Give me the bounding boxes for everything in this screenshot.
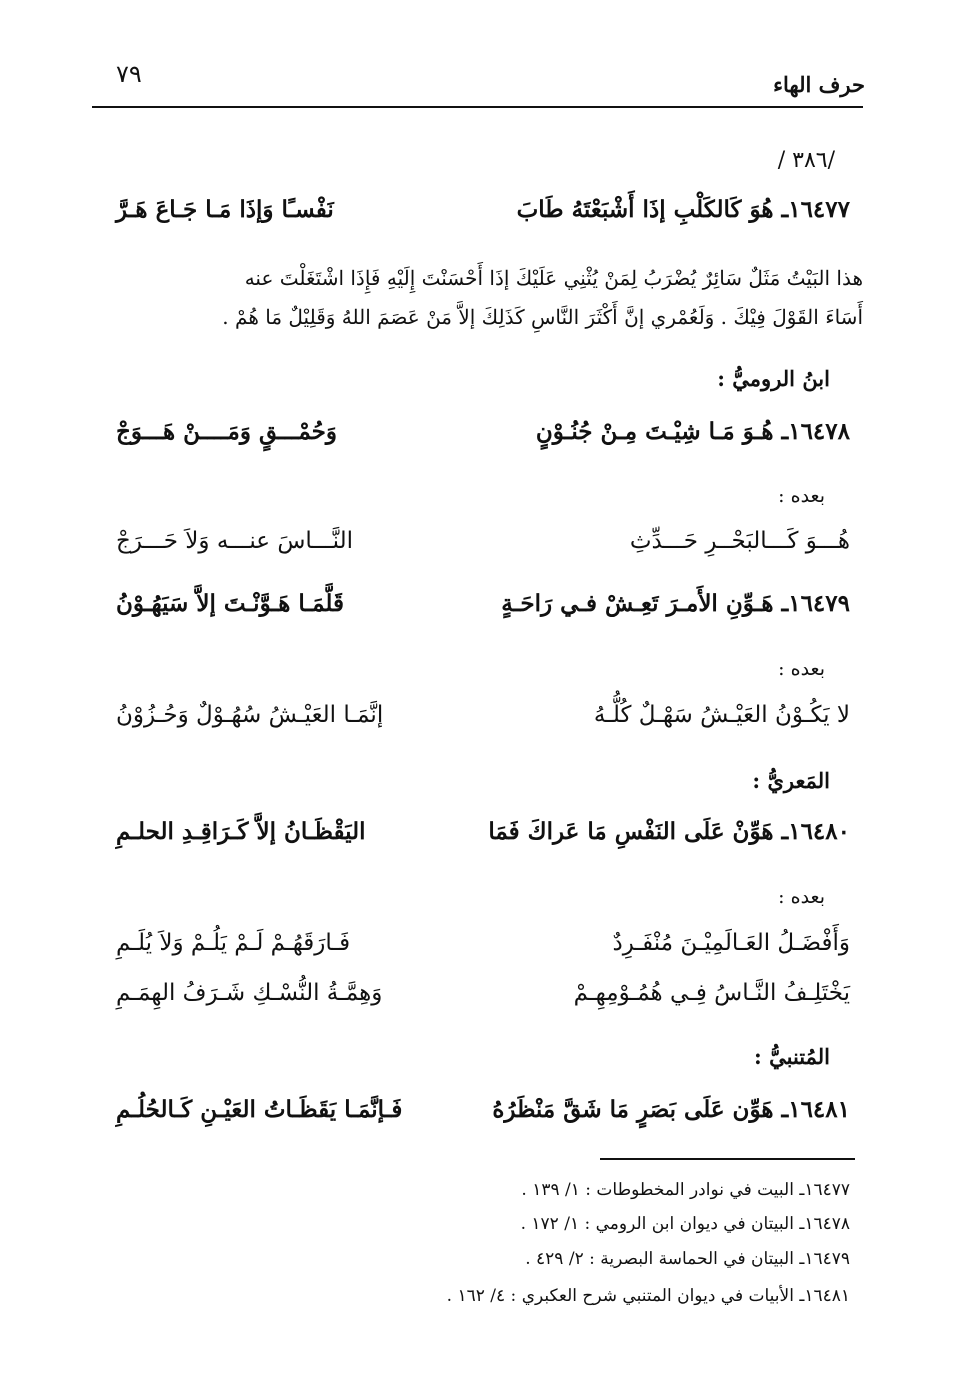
running-header-chapter: حرف الهاء (773, 72, 865, 97)
verse-1679-second-hemistich: قَلَّمَـا هَـوَّنْـتَ إلاَّ سَيَهُـوْنُ (116, 590, 344, 617)
after-label-1: بعده : (778, 485, 825, 507)
commentary-line-2: أَسَاءَ القَوْلَ فِيْكَ . وَلَعُمْري إنَّ أَكْثَرَ النَّاسِ كَذَلِكَ إلاَّ مَنْ عَصَمَ اللهُ وَقَلِيْلٌ مَا هُمْ . (222, 305, 863, 329)
verse-1679-first-hemistich: ١٦٤٧٩ـ هَـوِّنِ الأَمـرَ تَعِـشْ فـي رَاحَـةٍ (501, 590, 850, 617)
verse-1679b-second-hemistich: إنَّمَـا العَيْـشُ سُهُـوْلٌ وَحُـزُوْنُ (116, 702, 384, 728)
footnote-4: ١٦٤٨١ـ الأبيات في ديوان المتنبي شرح العكبري : ٤/ ١٦٢ . (446, 1286, 850, 1306)
footnote-3: ١٦٤٧٩ـ البيتان في الحماسة البصرية : ٢/ ٤٢٩ . (525, 1249, 850, 1269)
verse-1679b-first-hemistich: لا يَكُـوْنُ العَيْـشُ سَهْـلٌ كُلُّـهُ (593, 702, 850, 728)
page-number: ٧٩ (116, 60, 142, 88)
verse-1678-first-hemistich: ١٦٤٧٨ـ هُـوَ مَـا شِيْـتَ مِـنْ جُنُـوْنٍ (535, 418, 850, 445)
verse-1677-second-hemistich: نَفْسـًا وَإذَا مَـا جَـاعَ هَـرَّ (116, 196, 334, 223)
commentary-line-1: هذا البَيْتُ مَثَلٌ سَائِرٌ يُضْرَبُ لِمَنْ يُثْنِي عَلَيْكَ إذَا أَحْسَنْتَ إِلَيْهِ فَإِذَا اشْتَغَلْتَ عنه (244, 266, 863, 290)
footnote-2: ١٦٤٧٨ـ البيتان في ديوان ابن الرومي : ١/ ١٧٢ . (520, 1214, 850, 1234)
verse-1678-second-hemistich: وَحُمْـــقٍ وَمَــــنْ هَـــوَجْ (116, 418, 337, 445)
after-label-3: بعده : (778, 886, 825, 908)
speaker-al-mutanabbi: المُتنبيُّ : (754, 1044, 830, 1069)
verse-1678b-second-hemistich: النَّـــاسَ عنـــه وَلاَ حَـــرَجْ (116, 528, 353, 554)
header-rule (92, 106, 863, 108)
footnote-1: ١٦٤٧٧ـ البيت في نوادر المخطوطات : ١/ ١٣٩ . (521, 1180, 850, 1200)
verse-1680c-second-hemistich: وَهِمَّـةُ النُّسْـكِ شَـرَفُ الهِمَـمِ (116, 980, 383, 1006)
speaker-al-maarri: المَعريُّ : (752, 768, 830, 793)
speaker-ibn-al-rumi: ابنُ الروميُّ : (717, 366, 830, 391)
verse-1677-first-hemistich: ١٦٤٧٧ـ هُوَ كَالكَلْبِ إذَا أَشْبَعْتَهُ طَابَ (516, 196, 850, 223)
verse-1680-second-hemistich: اليَقْظَـانُ إلاَّ كَـرَاقِـدِ الحلـمِ (116, 818, 366, 845)
verse-1680-first-hemistich: ١٦٤٨٠ـ هَوِّنْ عَلَى النَفْسِ مَا عَراكَ فَمَا (488, 818, 850, 845)
verse-1681-second-hemistich: فَـإنَّمَـا يَقَظَـاتُ العَيْـنِ كَـالحُلُـمِ (116, 1096, 403, 1123)
reference-number: / ٣٨٦/ (777, 148, 835, 173)
after-label-2: بعده : (778, 658, 825, 680)
footnote-rule (600, 1158, 855, 1160)
verse-1680b-first-hemistich: وَأَفْضَـلُ العَـالَمِيْـنَ مُنْفَـرِدٌ (612, 930, 850, 956)
verse-1681-first-hemistich: ١٦٤٨١ـ هَوِّن عَلَى بَصَرٍ مَا شَقَّ مَنْظَرُهُ (492, 1096, 850, 1123)
verse-1680b-second-hemistich: فَـارَقَهُـمْ لَـمْ يَلُـمْ وَلاَ يُلَـمِ (116, 930, 351, 956)
verse-1680c-first-hemistich: يَخْتَلِـفُ النَّـاسُ فِـي هُمُـوْمِهِـمْ (573, 980, 850, 1006)
verse-1678b-first-hemistich: هُـــوَ كَـــالبَحْــرِ حَـــدِّثِ (629, 528, 850, 554)
